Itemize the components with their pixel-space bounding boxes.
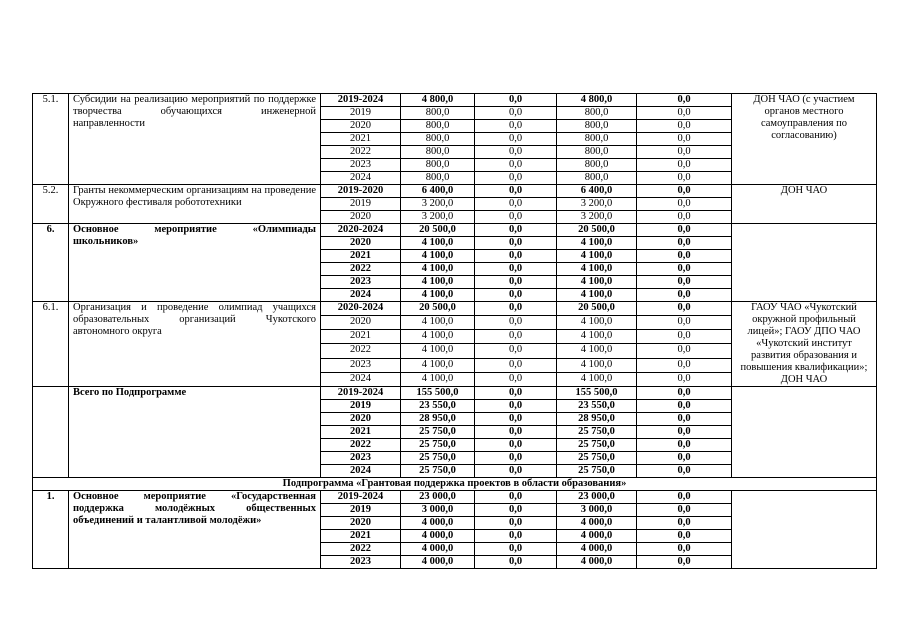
other-cell: 0,0 (637, 413, 732, 426)
total-cell: 25 750,0 (401, 439, 475, 452)
other-cell: 0,0 (637, 400, 732, 413)
other-cell: 0,0 (637, 94, 732, 107)
year-cell: 2021 (321, 426, 401, 439)
federal-cell: 0,0 (475, 120, 557, 133)
other-cell: 0,0 (637, 120, 732, 133)
regional-cell: 4 000,0 (557, 543, 637, 556)
other-cell: 0,0 (637, 330, 732, 344)
executor-cell: ГАОУ ЧАО «Чукотский окружной профильный лицей»; ГАОУ ДПО ЧАО «Чукотский институт развития образования и повышения квалификации»; ДОН ЧАО (732, 302, 877, 387)
federal-cell: 0,0 (475, 491, 557, 504)
other-cell: 0,0 (637, 491, 732, 504)
total-cell: 6 400,0 (401, 185, 475, 198)
total-cell: 800,0 (401, 107, 475, 120)
total-cell: 4 100,0 (401, 250, 475, 263)
regional-cell: 4 100,0 (557, 250, 637, 263)
total-cell: 3 200,0 (401, 211, 475, 224)
federal-cell: 0,0 (475, 358, 557, 372)
other-cell: 0,0 (637, 224, 732, 237)
year-cell: 2019 (321, 400, 401, 413)
year-cell: 2021 (321, 530, 401, 543)
federal-cell: 0,0 (475, 465, 557, 478)
other-cell: 0,0 (637, 344, 732, 358)
item-name: Основное мероприятие «Олимпиады школьников» (69, 224, 321, 302)
federal-cell: 0,0 (475, 452, 557, 465)
total-cell: 4 100,0 (401, 276, 475, 289)
other-cell: 0,0 (637, 146, 732, 159)
federal-cell: 0,0 (475, 185, 557, 198)
total-cell: 155 500,0 (401, 387, 475, 400)
federal-cell: 0,0 (475, 107, 557, 120)
regional-cell: 4 000,0 (557, 517, 637, 530)
year-cell: 2024 (321, 465, 401, 478)
other-cell: 0,0 (637, 107, 732, 120)
year-cell: 2019 (321, 198, 401, 211)
other-cell: 0,0 (637, 358, 732, 372)
year-cell: 2022 (321, 344, 401, 358)
regional-cell: 4 100,0 (557, 276, 637, 289)
other-cell: 0,0 (637, 517, 732, 530)
table-row (33, 94, 877, 107)
total-cell: 800,0 (401, 133, 475, 146)
year-cell: 2020 (321, 413, 401, 426)
total-cell: 4 100,0 (401, 263, 475, 276)
regional-cell: 800,0 (557, 146, 637, 159)
total-cell: 4 100,0 (401, 237, 475, 250)
table-row (33, 387, 877, 400)
federal-cell: 0,0 (475, 263, 557, 276)
year-cell: 2023 (321, 358, 401, 372)
year-cell: 2022 (321, 439, 401, 452)
item-name: Организация и проведение олимпиад учащихся образовательных организаций Чукотского автономного округа (69, 302, 321, 387)
regional-cell: 4 000,0 (557, 556, 637, 569)
year-cell: 2020-2024 (321, 302, 401, 316)
item-name: Основное мероприятие «Государственная поддержка молодёжных общественных объединений и талантливой молодёжи» (69, 491, 321, 569)
other-cell: 0,0 (637, 302, 732, 316)
year-cell: 2023 (321, 276, 401, 289)
regional-cell: 4 100,0 (557, 289, 637, 302)
federal-cell: 0,0 (475, 159, 557, 172)
other-cell: 0,0 (637, 237, 732, 250)
total-cell: 800,0 (401, 120, 475, 133)
regional-cell: 4 100,0 (557, 237, 637, 250)
regional-cell: 3 200,0 (557, 198, 637, 211)
other-cell: 0,0 (637, 543, 732, 556)
federal-cell: 0,0 (475, 387, 557, 400)
total-cell: 25 750,0 (401, 452, 475, 465)
total-cell: 28 950,0 (401, 413, 475, 426)
regional-cell: 800,0 (557, 133, 637, 146)
other-cell: 0,0 (637, 504, 732, 517)
other-cell: 0,0 (637, 159, 732, 172)
federal-cell: 0,0 (475, 198, 557, 211)
other-cell: 0,0 (637, 452, 732, 465)
executor-cell (732, 491, 877, 569)
year-cell: 2019-2024 (321, 491, 401, 504)
federal-cell: 0,0 (475, 146, 557, 159)
total-cell: 23 550,0 (401, 400, 475, 413)
total-cell: 23 000,0 (401, 491, 475, 504)
regional-cell: 3 200,0 (557, 211, 637, 224)
total-cell: 20 500,0 (401, 224, 475, 237)
federal-cell: 0,0 (475, 302, 557, 316)
year-cell: 2020 (321, 316, 401, 330)
regional-cell: 25 750,0 (557, 439, 637, 452)
year-cell: 2020 (321, 120, 401, 133)
regional-cell: 800,0 (557, 159, 637, 172)
executor-cell (732, 224, 877, 302)
year-cell: 2024 (321, 289, 401, 302)
federal-cell: 0,0 (475, 517, 557, 530)
other-cell: 0,0 (637, 465, 732, 478)
year-cell: 2019-2024 (321, 94, 401, 107)
other-cell: 0,0 (637, 263, 732, 276)
federal-cell: 0,0 (475, 400, 557, 413)
regional-cell: 3 000,0 (557, 504, 637, 517)
federal-cell: 0,0 (475, 330, 557, 344)
regional-cell: 4 100,0 (557, 330, 637, 344)
total-cell: 3 200,0 (401, 198, 475, 211)
year-cell: 2020 (321, 211, 401, 224)
table-row (33, 302, 877, 316)
regional-cell: 25 750,0 (557, 452, 637, 465)
regional-cell: 4 100,0 (557, 316, 637, 330)
other-cell: 0,0 (637, 211, 732, 224)
federal-cell: 0,0 (475, 172, 557, 185)
other-cell: 0,0 (637, 250, 732, 263)
item-number: 5.2. (33, 185, 69, 224)
regional-cell: 800,0 (557, 172, 637, 185)
federal-cell: 0,0 (475, 224, 557, 237)
other-cell: 0,0 (637, 372, 732, 386)
year-cell: 2019-2024 (321, 387, 401, 400)
federal-cell: 0,0 (475, 316, 557, 330)
item-name: Гранты некоммерческим организациям на проведение Окружного фестиваля робототехники (69, 185, 321, 224)
federal-cell: 0,0 (475, 543, 557, 556)
regional-cell: 6 400,0 (557, 185, 637, 198)
total-cell: 4 100,0 (401, 344, 475, 358)
federal-cell: 0,0 (475, 276, 557, 289)
total-cell: 25 750,0 (401, 426, 475, 439)
table-body (33, 94, 877, 569)
year-cell: 2021 (321, 330, 401, 344)
other-cell: 0,0 (637, 387, 732, 400)
total-cell: 3 000,0 (401, 504, 475, 517)
regional-cell: 4 100,0 (557, 263, 637, 276)
total-cell: 4 000,0 (401, 530, 475, 543)
regional-cell: 4 000,0 (557, 530, 637, 543)
regional-cell: 23 550,0 (557, 400, 637, 413)
federal-cell: 0,0 (475, 439, 557, 452)
regional-cell: 4 100,0 (557, 372, 637, 386)
regional-cell: 25 750,0 (557, 465, 637, 478)
other-cell: 0,0 (637, 426, 732, 439)
federal-cell: 0,0 (475, 504, 557, 517)
federal-cell: 0,0 (475, 426, 557, 439)
budget-table (32, 93, 877, 569)
regional-cell: 4 800,0 (557, 94, 637, 107)
other-cell: 0,0 (637, 172, 732, 185)
total-cell: 4 000,0 (401, 517, 475, 530)
federal-cell: 0,0 (475, 372, 557, 386)
year-cell: 2019 (321, 107, 401, 120)
federal-cell: 0,0 (475, 237, 557, 250)
table-row (33, 185, 877, 198)
regional-cell: 20 500,0 (557, 302, 637, 316)
total-cell: 4 100,0 (401, 358, 475, 372)
federal-cell: 0,0 (475, 289, 557, 302)
item-number: 6. (33, 224, 69, 302)
item-number: 1. (33, 491, 69, 569)
total-cell: 4 000,0 (401, 543, 475, 556)
year-cell: 2023 (321, 556, 401, 569)
item-number: 5.1. (33, 94, 69, 185)
year-cell: 2022 (321, 263, 401, 276)
item-name: Всего по Подпрограмме (69, 387, 321, 478)
year-cell: 2023 (321, 159, 401, 172)
total-cell: 20 500,0 (401, 302, 475, 316)
federal-cell: 0,0 (475, 211, 557, 224)
total-cell: 4 100,0 (401, 330, 475, 344)
year-cell: 2019 (321, 504, 401, 517)
executor-cell (732, 387, 877, 478)
table-row (33, 491, 877, 504)
total-cell: 4 100,0 (401, 316, 475, 330)
other-cell: 0,0 (637, 439, 732, 452)
item-number: 6.1. (33, 302, 69, 387)
other-cell: 0,0 (637, 133, 732, 146)
other-cell: 0,0 (637, 198, 732, 211)
total-cell: 800,0 (401, 172, 475, 185)
year-cell: 2023 (321, 452, 401, 465)
federal-cell: 0,0 (475, 133, 557, 146)
executor-cell: ДОН ЧАО (с участием органов местного самоуправления по согласованию) (732, 94, 877, 185)
regional-cell: 800,0 (557, 120, 637, 133)
regional-cell: 25 750,0 (557, 426, 637, 439)
section-title: Подпрограмма «Грантовая поддержка проектов в области образования» (33, 478, 877, 491)
other-cell: 0,0 (637, 556, 732, 569)
federal-cell: 0,0 (475, 530, 557, 543)
section-row (33, 478, 877, 491)
regional-cell: 155 500,0 (557, 387, 637, 400)
year-cell: 2020 (321, 517, 401, 530)
item-number (33, 387, 69, 478)
year-cell: 2021 (321, 133, 401, 146)
regional-cell: 20 500,0 (557, 224, 637, 237)
total-cell: 4 100,0 (401, 289, 475, 302)
federal-cell: 0,0 (475, 556, 557, 569)
federal-cell: 0,0 (475, 413, 557, 426)
year-cell: 2020 (321, 237, 401, 250)
year-cell: 2019-2020 (321, 185, 401, 198)
year-cell: 2024 (321, 172, 401, 185)
regional-cell: 23 000,0 (557, 491, 637, 504)
executor-cell: ДОН ЧАО (732, 185, 877, 224)
other-cell: 0,0 (637, 185, 732, 198)
year-cell: 2020-2024 (321, 224, 401, 237)
year-cell: 2024 (321, 372, 401, 386)
federal-cell: 0,0 (475, 344, 557, 358)
table-row (33, 224, 877, 237)
year-cell: 2022 (321, 543, 401, 556)
regional-cell: 4 100,0 (557, 344, 637, 358)
other-cell: 0,0 (637, 316, 732, 330)
item-name: Субсидии на реализацию мероприятий по поддержке творчества обучающихся инженерной направленности (69, 94, 321, 185)
regional-cell: 28 950,0 (557, 413, 637, 426)
total-cell: 4 000,0 (401, 556, 475, 569)
regional-cell: 800,0 (557, 107, 637, 120)
other-cell: 0,0 (637, 530, 732, 543)
other-cell: 0,0 (637, 289, 732, 302)
total-cell: 800,0 (401, 146, 475, 159)
federal-cell: 0,0 (475, 94, 557, 107)
regional-cell: 4 100,0 (557, 358, 637, 372)
other-cell: 0,0 (637, 276, 732, 289)
federal-cell: 0,0 (475, 250, 557, 263)
total-cell: 4 800,0 (401, 94, 475, 107)
total-cell: 25 750,0 (401, 465, 475, 478)
total-cell: 4 100,0 (401, 372, 475, 386)
total-cell: 800,0 (401, 159, 475, 172)
year-cell: 2021 (321, 250, 401, 263)
year-cell: 2022 (321, 146, 401, 159)
